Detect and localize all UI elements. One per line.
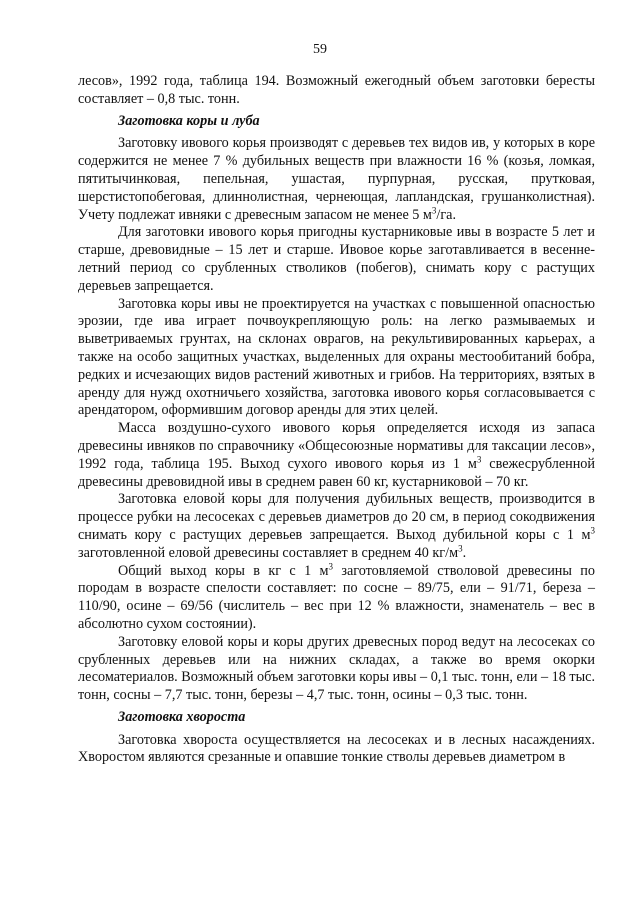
paragraph-text: свежесрубленной древесины древовидной ивы в среднем равен 60 кг, кустарниковой – 70 кг. xyxy=(78,455,595,490)
paragraph-text: . xyxy=(462,544,467,561)
paragraph xyxy=(78,491,595,562)
paragraph-text: Заготовку ивового корья производят с деревьев тех видов ив, у которых в коре содержится не менее 7 % дубильных веществ при влажности 16 % (козья, ломкая, пятитычинковая, пепельная, ушастая, пурпурная, русская, прутковая, шерстистопобеговая, длиннолистная, чернеющая, лапландская, грушанколистная). Учету подлежат ивняки с древесным запасом не менее 5 м xyxy=(78,135,595,223)
superscript: 3 xyxy=(590,525,595,536)
paragraph-text: заготовленной еловой древесины составляет в среднем 40 кг/м xyxy=(78,544,459,561)
paragraph: Заготовку еловой коры и коры других древесных пород ведут на лесосеках со срубленных деревьев или на нижних складах, а также во время окорки лесоматериалов. Возможный объем заготовки коры ивы – 0,1 тыс. тонн, ели – 18 тыс. тонн, сосны – 7,7 тыс. тонн, березы – 4,7 тыс. тонн, осины – 0,3 тыс. тонн. xyxy=(78,633,595,704)
paragraph-text: /га. xyxy=(436,206,457,223)
paragraph-text: Масса воздушно-сухого ивового корья определяется исходя из запаса древесины ивняков по справочнику «Общесоюзные нормативы для таксации лесов», 1992 года, таблица 195. Выход сухого ивового корья из 1 м xyxy=(78,420,595,472)
paragraph-text: заготовляемой стволовой древесины по породам в возрасте спелости составляет: по сосне – 89/75, ели – 91/71, береза – 110/90, осине – 69/56 (числитель – вес при 12 % влажности, знаменатель – вес в абсолютно сухом состоянии). xyxy=(78,562,595,632)
page-number: 59 xyxy=(313,42,327,57)
document-body xyxy=(78,73,595,767)
section-heading: Заготовка коры и луба xyxy=(118,112,260,129)
paragraph xyxy=(78,560,595,634)
superscript: 3 xyxy=(328,560,334,571)
paragraph xyxy=(78,420,595,491)
section-heading: Заготовка хвороста xyxy=(118,708,246,725)
paragraph: Заготовка коры ивы не проектируется на участках с повышенной опасностью эрозии, где ива играет почвоукрепляющую роль: на легко размываемых и выветриваемых грунтах, на склонах оврагов, на рекультивированных карьерах, а также на особо защитных участках, выделенных для охраны местообитаний бобра, редких и исчезающих видов растений животных и грибов. На территориях, взятых в аренду для нужд охотничьего хозяйства, заготовка ивового корья согласовывается с арендатором, оформившим договор аренды для этих целей. xyxy=(78,295,595,419)
paragraph-text: Общий выход коры в кг с 1 м xyxy=(118,562,329,579)
paragraph: Для заготовки ивового корья пригодны кустарниковые ивы в возрасте 5 лет и старше, древовидные – 15 лет и старше. Ивовое корье заготавливается в весенне-летний период со срубленных стволиков (побегов), снимать кору с растущих деревьев запрещается. xyxy=(78,224,595,294)
paragraph: лесов», 1992 года, таблица 194. Возможный ежегодный объем заготовки бересты составляет – 0,8 тыс. тонн. xyxy=(78,73,595,107)
superscript: 3 xyxy=(476,454,482,464)
superscript: 3 xyxy=(458,542,463,553)
paragraph: Заготовка хвороста осуществляется на лесосеках и в лесных насаждениях. Хворостом являются срезанные и опавшие тонкие стволы деревьев диаметром в xyxy=(78,731,595,766)
paragraph-text: Заготовка еловой коры для получения дубильных веществ, производится в процессе рубки на лесосеках с деревьев диаметров до 20 см, в период сокодвижения снимать кору с растущих деревьев запрещается. Выход дубильной коры с 1 м xyxy=(78,491,595,543)
superscript: 3 xyxy=(431,204,437,215)
paragraph xyxy=(78,135,595,224)
